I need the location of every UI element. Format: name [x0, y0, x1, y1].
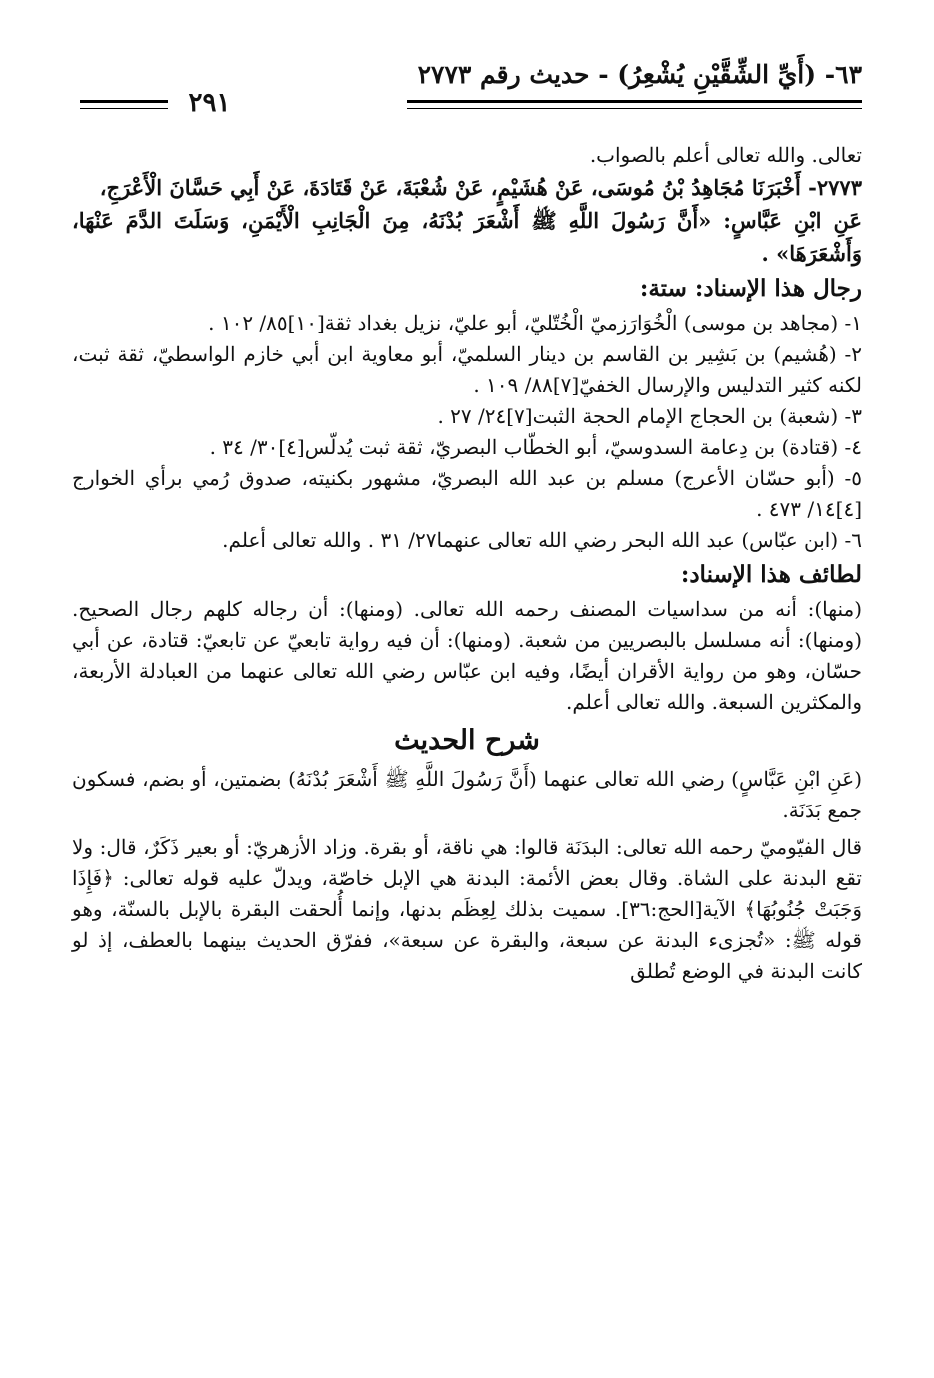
narrators-heading: رجال هذا الإسناد: ستة:: [639, 275, 862, 302]
hadith-isnad: ٢٧٧٣- أَخْبَرَنَا مُجَاهِدُ بْنُ مُوسَى، عَنْ هُشَيْمٍ، عَنْ شُعْبَةَ، عَنْ قَتَادَةَ، عَنْ أَبِي حَسَّانَ الْأَعْرَجِ،: [99, 175, 862, 200]
header-rule-left: [80, 100, 168, 109]
commentary-paragraph-2: قال الفيّوميّ رحمه الله تعالى: البدَنَة قالوا: هي ناقة، أو بقرة. وزاد الأزهريّ: أو بعير ذَكَرٌ، قال: ولا تقع البدنة على الشاة. وقال بعض الأئمة: البدنة هي الإبل خاصّة، ويدلّ عليه قوله تعالى: ﴿فَإِذَا وَجَبَتْ جُنُوبُهَا﴾ الآية[الحج:٣٦]. سميت بذلك لِعِظَم بدنها، وإنما أُلحقت البقرة بالإبل بالسنّة، وهو قوله ﷺ: «تُجزىء البدنة عن سبعة، والبقرة عن سبعة»، ففرّق الحديث بينهما بالعطف، إذ لو كانت البدنة في الوضع تُطلق: [72, 835, 862, 983]
commentary-paragraph-1: (عَنِ ابْنِ عَبَّاسٍ) رضي الله تعالى عنهما (أَنَّ رَسُولَ اللَّهِ ﷺ أَشْعَرَ بُدْنَهُ) بضمتين، أو بضم، فسكون جمع بَدَنَة.: [72, 767, 862, 822]
opening-line: تعالى. والله تعالى أعلم بالصواب.: [589, 143, 862, 167]
page-header: [80, 60, 862, 130]
subtleties-heading: لطائف هذا الإسناد:: [680, 561, 862, 588]
narrator-5: ٥- (أبو حسّان الأعرج) مسلم بن عبد الله البصريّ، مشهور بكنيته، صدوق رُمي برأي الخوارج [٤]١٤/ ٤٧٣ .: [72, 466, 862, 521]
page-body: [72, 140, 862, 987]
commentary-heading: شرح الحديث: [394, 725, 540, 756]
narrator-1: ١- (مجاهد بن موسى) الْخُوَارَزميّ الْخُتّليّ، أبو عليّ، نزيل بغداد ثقة[١٠]٨٥/ ١٠٢ .: [208, 311, 862, 335]
page-number: ٢٩١: [188, 88, 231, 118]
narrator-3: ٣- (شعبة) بن الحجاج الإمام الحجة الثبت[٧]٢٤/ ٢٧ .: [437, 404, 862, 428]
narrator-4: ٤- (قتادة) بن دِعامة السدوسيّ، أبو الخطّاب البصريّ، ثقة ثبت يُدلّس[٤]٣٠/ ٣٤ .: [209, 435, 862, 459]
hadith-matn: عَنِ ابْنِ عَبَّاسٍ: «أَنَّ رَسُولَ اللَّهِ ﷺ أَشْعَرَ بُدْنَهُ، مِنَ الْجَانِبِ الْأَيْمَنِ، وَسَلَتَ الدَّمَ عَنْهَا، وَأَشْعَرَهَا» .: [72, 208, 862, 266]
header-rule-right: [407, 100, 862, 109]
subtleties-paragraph: (منها): أنه من سداسيات المصنف رحمه الله تعالى. (ومنها): أن رجاله كلهم رجال الصحيح. (ومنها): أنه مسلسل بالبصريين من شعبة. (ومنها): أن فيه رواية تابعيّ عن تابعيّ: قتادة، عن أبي حسّان، وهو من رواية الأقران أيضًا، وفيه ابن عبّاس رضي الله تعالى عنهما من العبادلة الأربعة، والمكثرين السبعة. والله تعالى أعلم.: [72, 597, 862, 714]
narrator-6: ٦- (ابن عبّاس) عبد الله البحر رضي الله تعالى عنهما٢٧/ ٣١ . والله تعالى أعلم.: [222, 528, 862, 552]
narrator-2: ٢- (هُشيم) بن بَشِير بن القاسم بن دينار السلميّ، أبو معاوية ابن أبي خازم الواسطيّ، ثقة ثبت، لكنه كثير التدليس والإرسال الخفيّ[٧]٨٨/ ١٠٩ .: [72, 342, 862, 397]
running-title: ٦٣- (أَيِّ الشِّقَّيْنِ يُشْعِرُ) - حديث رقم ٢٧٧٣: [417, 60, 862, 89]
